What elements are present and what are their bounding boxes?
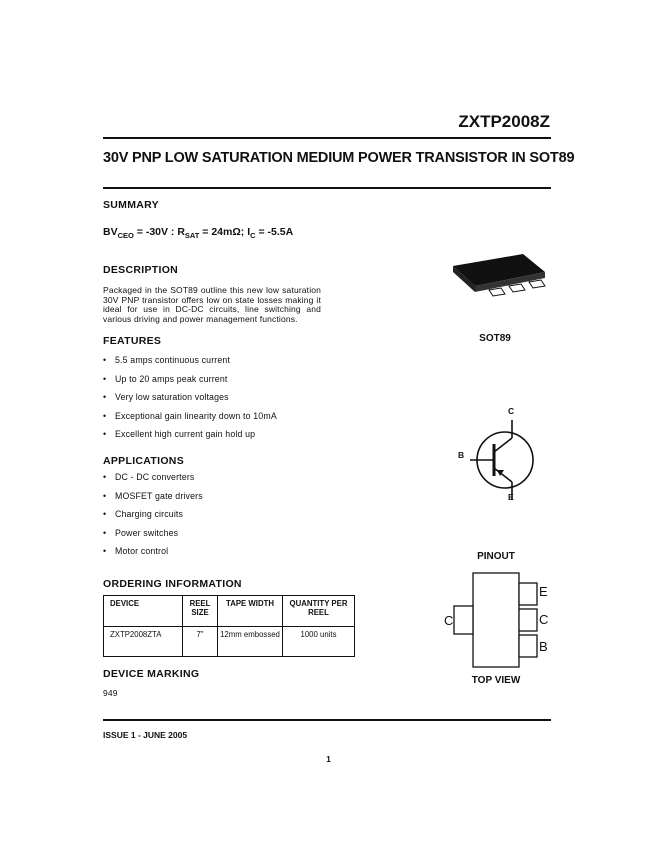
list-item: • MOSFET gate drivers <box>103 490 203 509</box>
emitter-label: E <box>508 492 514 502</box>
part-number: ZXTP2008Z <box>458 112 550 131</box>
features-heading: FEATURES <box>103 335 162 347</box>
page-number: 1 <box>326 754 331 764</box>
top-view-label: TOP VIEW <box>471 675 521 686</box>
applications-heading: APPLICATIONS <box>103 455 184 467</box>
table-row <box>104 627 355 657</box>
table-cell: ZXTP2008ZTA <box>104 627 183 657</box>
header-rule <box>103 137 551 139</box>
summary-spec: $BV_{CEO} = -30V$ : $R_{SAT} = 24m\Omega$; $I_C = -5.5A$ <box>103 226 294 241</box>
ordering-table <box>103 595 355 657</box>
collector-label: C <box>508 406 515 416</box>
list-item: • Up to 20 amps peak current <box>103 373 277 392</box>
package-label: SOT89 <box>479 333 511 344</box>
pnp-transistor-icon <box>470 420 540 500</box>
marking-heading: DEVICE MARKING <box>103 668 200 680</box>
list-item: • Charging circuits <box>103 508 203 527</box>
features-list <box>103 354 277 447</box>
list-item: • Motor control <box>103 545 203 564</box>
list-item: • Power switches <box>103 527 203 546</box>
list-item: • DC - DC converters <box>103 471 203 490</box>
column-header: QUANTITY PER REEL <box>283 596 355 627</box>
base-label: B <box>458 450 465 460</box>
pin-label: C <box>539 612 549 627</box>
applications-list <box>103 471 203 564</box>
page-title: 30V PNP LOW SATURATION MEDIUM POWER TRANSISTOR IN SOT89 <box>103 150 575 166</box>
table-cell: 12mm embossed <box>218 627 283 657</box>
summary-heading: SUMMARY <box>103 199 159 211</box>
column-header: REEL SIZE <box>183 596 218 627</box>
sot89-package-icon <box>445 250 551 305</box>
table-cell: 1000 units <box>283 627 355 657</box>
list-item: • Very low saturation voltages <box>103 391 277 410</box>
marking-value: 949 <box>103 688 118 698</box>
column-header: DEVICE <box>104 596 183 627</box>
column-header: TAPE WIDTH <box>218 596 283 627</box>
pinout-heading: PINOUT <box>477 551 515 562</box>
pinout-tab-label: C <box>444 613 454 628</box>
issue-label: ISSUE 1 - JUNE 2005 <box>103 730 188 740</box>
footer-rule <box>103 719 551 721</box>
table-header-row <box>104 596 355 627</box>
description-heading: DESCRIPTION <box>103 264 179 276</box>
description-text: Packaged in the SOT89 outline this new low saturation 30V PNP transistor offers low on state losses making it ideal for use in DC-DC circuits, line switching and various driving and power management functions. <box>103 285 321 324</box>
table-cell: 7" <box>183 627 218 657</box>
pin-label: E <box>539 584 548 599</box>
pinout-diagram <box>453 572 539 668</box>
list-item: • Exceptional gain linearity down to 10mA <box>103 410 277 429</box>
ordering-heading: ORDERING INFORMATION <box>103 578 242 590</box>
title-rule <box>103 187 551 189</box>
list-item: • 5.5 amps continuous current <box>103 354 277 373</box>
pin-label: B <box>539 639 548 654</box>
list-item: • Excellent high current gain hold up <box>103 428 277 447</box>
